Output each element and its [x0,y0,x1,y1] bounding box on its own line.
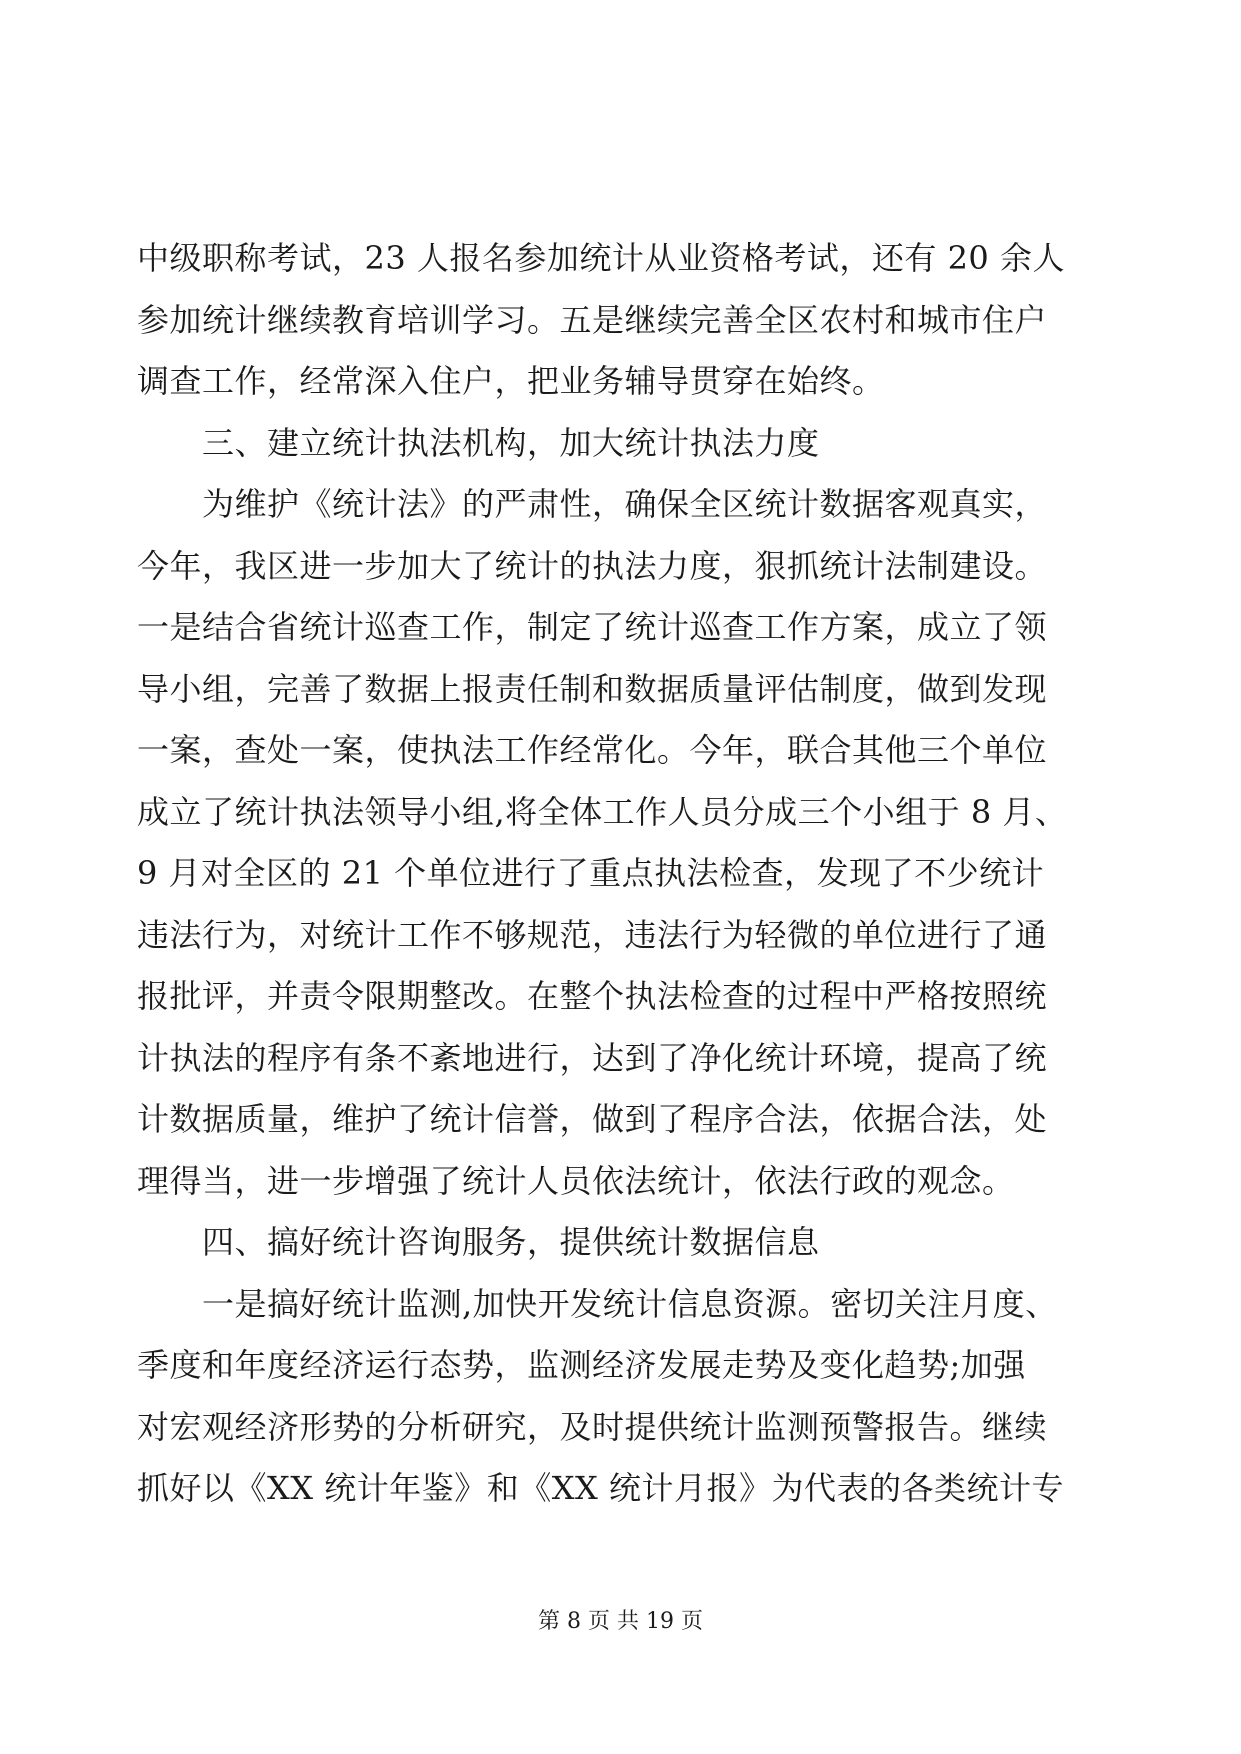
text-line: 为维护《统计法》的严肃性，确保全区统计数据客观真实， [137,485,1048,523]
page-number-footer: 第 8 页 共 19 页 [538,1609,703,1634]
text-line: 9 月对全区的 21 个单位进行了重点执法检查，发现了不少统计 [137,854,1045,892]
text-line: 违法行为，对统计工作不够规范，违法行为轻微的单位进行了通 [137,915,1048,954]
text-line: 抓好以《XX 统计年鉴》和《XX 统计月报》为代表的各类统计专 [137,1469,1064,1507]
text-line: 一案，查处一案，使执法工作经常化。今年，联合其他三个单位 [137,731,1048,769]
text-line: 一是结合省统计巡查工作，制定了统计巡查工作方案，成立了领 [137,608,1048,646]
text-line: 导小组，完善了数据上报责任制和数据质量评估制度，做到发现 [137,669,1048,708]
text-line: 调查工作，经常深入住户，把业务辅导贯穿在始终。 [137,362,885,400]
text-line: 参加统计继续教育培训学习。五是继续完善全区农村和城市住户 [137,300,1048,339]
document-body [137,228,1092,1520]
text-line: 成立了统计执法领导小组,将全体工作人员分成三个小组于 8 月、 [137,792,1068,831]
text-line: 季度和年度经济运行态势，监测经济发展走势及变化趋势;加强 [137,1346,1026,1384]
text-line: 计执法的程序有条不紊地进行，达到了净化统计环境，提高了统 [137,1038,1048,1077]
section-heading-4: 四、搞好统计咨询服务，提供统计数据信息 [137,1223,820,1261]
text-line: 对宏观经济形势的分析研究，及时提供统计监测预警报告。继续 [137,1407,1048,1446]
text-line: 计数据质量，维护了统计信誉，做到了程序合法，依据合法，处 [137,1100,1048,1138]
text-line: 中级职称考试，23 人报名参加统计从业资格考试，还有 20 余人 [137,239,1065,277]
text-line: 今年，我区进一步加大了统计的执法力度，狠抓统计法制建设。 [137,546,1048,585]
text-line: 理得当，进一步增强了统计人员依法统计，依法行政的观念。 [137,1161,1015,1200]
section-heading-3: 三、建立统计执法机构，加大统计执法力度 [137,423,820,462]
text-line: 一是搞好统计监测,加快开发统计信息资源。密切关注月度、 [137,1284,1058,1323]
text-line: 报批评，并责令限期整改。在整个执法检查的过程中严格按照统 [137,977,1048,1015]
